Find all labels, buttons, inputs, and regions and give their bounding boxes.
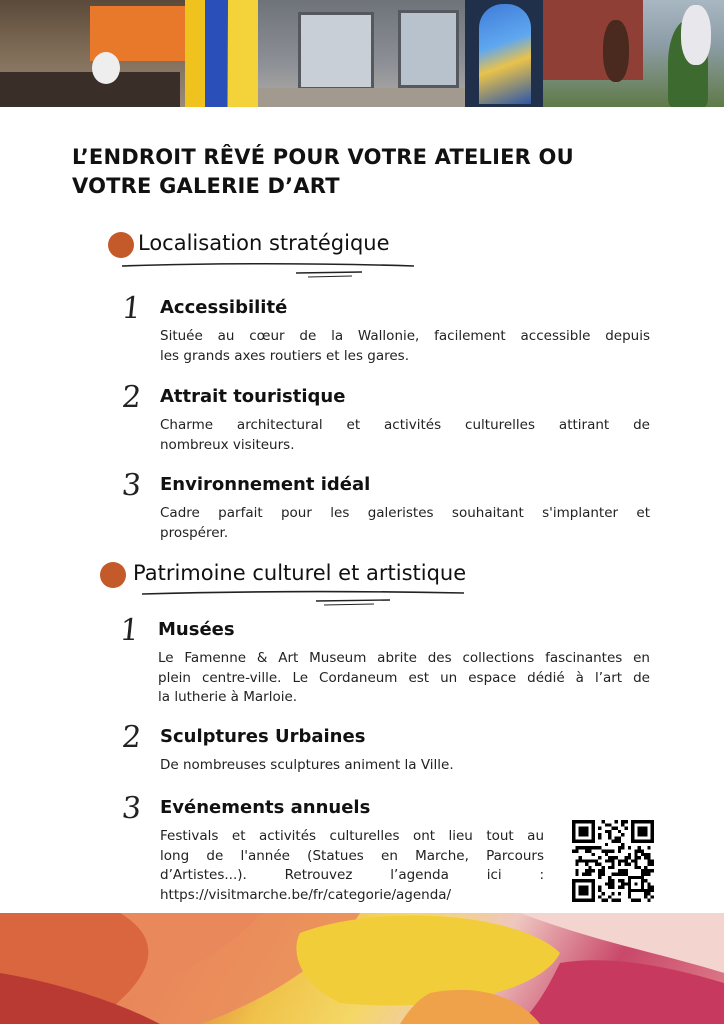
list-item [118, 613, 700, 709]
item-line: prospérer. [160, 524, 229, 541]
item-number: 2 [120, 720, 143, 755]
item-line: long de l'année (Statues en Marche, Parcours [160, 847, 544, 864]
item-description [160, 504, 650, 543]
item-line: De nombreuses sculptures animent la Ville. [160, 757, 454, 773]
gallery-storefront-photo [258, 0, 465, 107]
list-item [120, 380, 702, 461]
photo-banner [0, 0, 724, 107]
section-title: Localisation stratégique [138, 231, 390, 255]
brush-underline [118, 260, 418, 280]
item-title: Sculptures Urbaines [160, 726, 366, 747]
painted-footer-decoration [0, 913, 724, 1024]
item-line: les grands axes routiers et les gares. [160, 347, 409, 364]
page-title-line-1: L’ENDROIT RÊVÉ POUR VOTRE ATELIER OU [72, 145, 574, 169]
agenda-link[interactable]: https://visitmarche.be/fr/categorie/agenda/ [160, 886, 452, 903]
item-number: 1 [118, 613, 141, 648]
item-line: la lutherie à Marloie. [158, 689, 298, 705]
list-item [120, 468, 702, 549]
bullet-dot-icon [108, 232, 134, 258]
item-description [160, 827, 544, 905]
item-description [158, 649, 650, 708]
item-title: Musées [158, 619, 235, 640]
item-line: Festivals et activités culturelles ont lieu tout au [160, 828, 544, 844]
item-title: Attrait touristique [160, 386, 346, 407]
item-description [160, 416, 650, 455]
item-title: Environnement idéal [160, 474, 371, 495]
item-title: Accessibilité [160, 297, 288, 318]
section-title: Patrimoine culturel et artistique [133, 561, 467, 585]
street-festival-photo [0, 0, 258, 107]
brush-underline [138, 586, 468, 608]
bullet-dot-icon [100, 562, 126, 588]
page-title-line-2: VOTRE GALERIE D’ART [72, 174, 340, 198]
qr-code-icon[interactable] [572, 820, 654, 902]
item-line: nombreux visiteurs. [160, 436, 295, 453]
item-number: 3 [120, 468, 143, 503]
musical-sculptures-photo [543, 0, 724, 107]
item-line: Charme architectural et activités culturelles attirant de [160, 417, 650, 433]
item-number: 2 [120, 380, 143, 415]
item-title: Evénements annuels [160, 797, 371, 818]
item-line: Située au cœur de la Wallonie, facilement accessible depuis [160, 328, 650, 344]
stained-glass-photo [465, 0, 543, 107]
item-line: Le Famenne & Art Museum abrite des collections fascinantes en [158, 650, 650, 666]
item-line: Cadre parfait pour les galeristes souhaitant s'implanter et [160, 505, 650, 521]
list-item [120, 291, 702, 372]
list-item [120, 720, 702, 781]
section-heading-localisation [0, 228, 724, 278]
page-title [72, 143, 632, 201]
item-line: plein centre-ville. Le Cordaneum est un espace dédié à l’art de [158, 669, 650, 686]
section-heading-patrimoine [0, 558, 724, 608]
item-description [160, 756, 650, 776]
item-line: d’Artistes...). Retrouvez l’agenda ici : [160, 867, 544, 883]
item-number: 1 [120, 291, 143, 326]
item-description [160, 327, 650, 366]
item-number: 3 [120, 791, 143, 826]
